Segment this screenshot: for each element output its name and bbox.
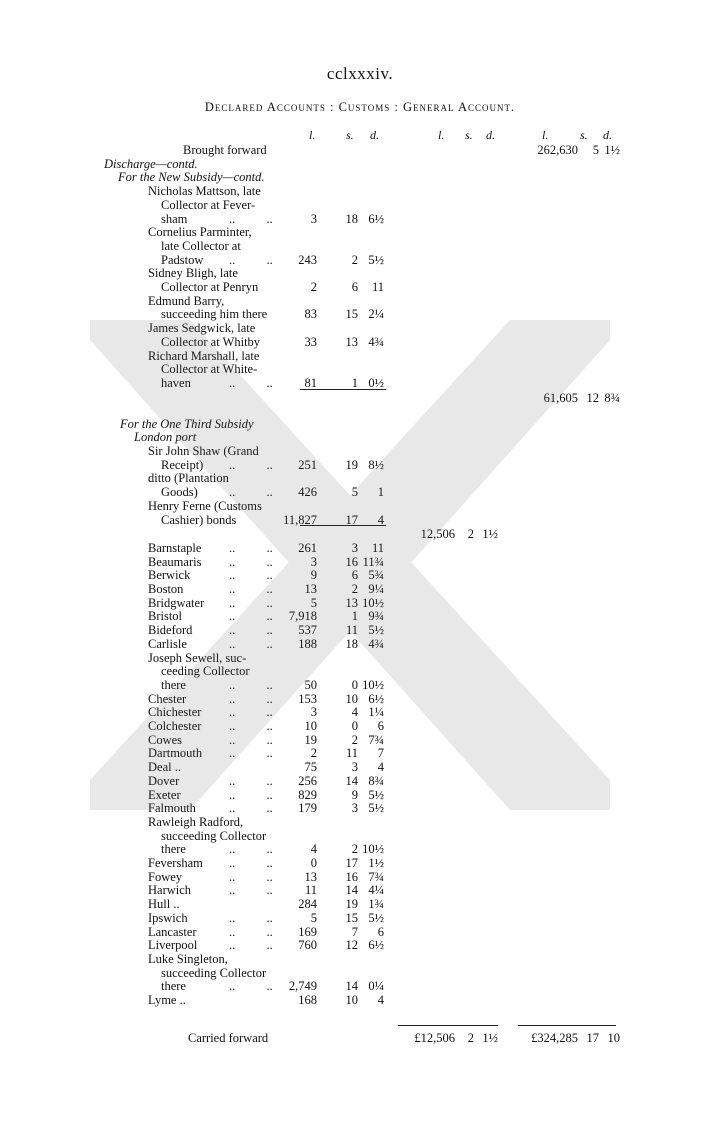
leader-dots: .. .. [229, 979, 273, 994]
entry-label: Lancaster [148, 924, 197, 939]
entry-label: succeeding him there [161, 307, 268, 322]
ledger-row [0, 321, 720, 335]
entry-amount-pounds: 11,827 [283, 512, 317, 527]
ledger-row [0, 307, 720, 321]
entry-amount-pounds: 83 [304, 307, 317, 322]
entry-amount-pence: 6½ [368, 938, 384, 953]
ledger-row [0, 966, 720, 980]
carried-forward-col3-pounds: £324,285 [531, 1030, 578, 1045]
leader-dots: .. .. [229, 924, 273, 939]
section2-total-shillings: 2 [467, 527, 474, 542]
leader-dots: .. .. [229, 719, 273, 734]
ledger-row [0, 417, 720, 431]
entry-amount-pounds: 11 [304, 883, 317, 898]
entry-amount-pence: 9¾ [368, 609, 384, 624]
ledger-row [0, 485, 720, 499]
entry-label: Goods) [161, 485, 198, 500]
section1-total-pence: 8¾ [604, 390, 620, 405]
leader-dots: .. .. [229, 568, 273, 583]
ledger-row [0, 335, 720, 349]
entry-label: Dartmouth [148, 746, 203, 761]
entry-amount-pounds: 13 [304, 869, 317, 884]
ledger-row [0, 746, 720, 760]
header-l2: l. [438, 128, 445, 142]
leader-dots: .. .. [229, 869, 273, 884]
entry-amount-pounds: 168 [298, 993, 317, 1008]
entry-amount-shillings: 3 [351, 540, 358, 555]
ledger-row [0, 225, 720, 239]
ledger-row [0, 596, 720, 610]
entry-label: Feversham [148, 856, 203, 871]
entry-amount-pence: 10½ [362, 842, 384, 857]
entry-amount-pounds: 261 [298, 540, 317, 555]
entry-label: Bideford [148, 623, 193, 638]
leader-dots: .. .. [229, 623, 273, 638]
ledger-row [0, 212, 720, 226]
entry-amount-shillings: 0 [351, 677, 358, 692]
entry-amount-pounds: 5 [310, 910, 317, 925]
entry-amount-pence: 11¾ [362, 554, 384, 569]
entry-amount-shillings: 18 [345, 636, 358, 651]
entry-label: there [161, 842, 186, 857]
ledger-row [0, 774, 720, 788]
section-subheading: For the New Subsidy—contd. [118, 170, 265, 185]
ledger-row [0, 925, 720, 939]
entry-label: Collector at Whitby [161, 334, 261, 349]
leader-dots: .. .. [229, 252, 273, 267]
entry-amount-pounds: 3 [310, 554, 317, 569]
header-s1: s. [346, 128, 354, 142]
entry-amount-pounds: 829 [298, 787, 317, 802]
ledger-row [0, 911, 720, 925]
header-s2: s. [465, 128, 473, 142]
entry-amount-pounds: 4 [310, 842, 317, 857]
entry-label: Rawleigh Radford, [148, 814, 244, 829]
entry-amount-shillings: 16 [345, 554, 358, 569]
ledger-row [0, 541, 720, 555]
entry-amount-pence: 4 [377, 512, 384, 527]
leader-dots: .. .. [229, 211, 273, 226]
carried-forward-col3-pence: 10 [607, 1030, 620, 1045]
ledger-row [0, 664, 720, 678]
ledger-row [0, 458, 720, 472]
ledger-row [0, 993, 720, 1007]
entry-amount-pounds: 5 [310, 595, 317, 610]
entry-label: Cowes [148, 732, 183, 747]
entry-label: sham [161, 211, 188, 226]
entry-amount-shillings: 2 [351, 842, 358, 857]
entry-amount-shillings: 14 [345, 979, 358, 994]
entry-amount-pence: 1 [377, 485, 384, 500]
entry-amount-pence: 4¾ [368, 636, 384, 651]
ledger-row [0, 678, 720, 692]
ledger-row [0, 527, 720, 541]
entry-amount-pounds: 13 [304, 582, 317, 597]
header-d2: d. [486, 128, 495, 142]
section-heading: Discharge—contd. [104, 156, 198, 171]
header-d1: d. [370, 128, 379, 142]
header-d3: d. [603, 128, 612, 142]
entry-amount-shillings: 7 [351, 924, 358, 939]
ledger-row [0, 294, 720, 308]
entry-label: there [161, 979, 186, 994]
entry-amount-shillings: 15 [345, 910, 358, 925]
entry-amount-shillings: 14 [345, 883, 358, 898]
entry-amount-pounds: 50 [304, 677, 317, 692]
ledger-row [0, 870, 720, 884]
leader-dots: .. .. [229, 636, 273, 651]
entry-amount-pence: 1½ [368, 856, 384, 871]
ledger-row [0, 349, 720, 363]
entry-label: Beaumaris [148, 554, 202, 569]
entry-amount-shillings: 11 [345, 746, 358, 761]
entry-amount-pounds: 3 [310, 705, 317, 720]
entry-label: ditto (Plantation [148, 471, 229, 486]
entry-label: Bridgwater [148, 595, 205, 610]
entry-label: Collector at Penryn [161, 280, 259, 294]
entry-label: haven [161, 375, 191, 390]
leader-dots: .. .. [229, 457, 273, 472]
ledger-row [0, 555, 720, 569]
leader-dots: .. .. [229, 773, 273, 788]
entry-amount-pounds: 179 [298, 801, 317, 816]
entry-amount-pounds: 426 [298, 485, 317, 500]
leader-dots: .. .. [229, 883, 273, 898]
leader-dots: .. .. [229, 938, 273, 953]
entry-label: Chester [148, 691, 187, 706]
entry-amount-shillings: 18 [345, 211, 358, 226]
entry-amount-pence: 4 [377, 993, 384, 1008]
entry-amount-pence: 1¼ [368, 705, 384, 720]
entry-amount-pence: 9¼ [368, 582, 384, 597]
entry-amount-pence: 10½ [362, 595, 384, 610]
entry-amount-shillings: 0 [351, 719, 358, 734]
entry-label: Falmouth [148, 801, 196, 816]
entry-amount-pence: 11 [371, 280, 384, 294]
entry-amount-pounds: 537 [298, 623, 317, 638]
entry-label: Cashier) bonds [161, 512, 237, 527]
total-rule-col2 [398, 1025, 498, 1026]
section2-total-pence: 1½ [482, 527, 498, 542]
ledger-row [0, 157, 720, 171]
ledger-row [0, 391, 720, 405]
ledger-row [0, 692, 720, 706]
leader-dots: .. .. [229, 677, 273, 692]
entry-amount-shillings: 11 [345, 623, 358, 638]
entry-amount-shillings: 13 [345, 334, 358, 349]
entry-amount-shillings: 14 [345, 773, 358, 788]
ledger-row [0, 430, 720, 444]
carried-forward-label: Carried forward [188, 1030, 269, 1045]
entry-label: Luke Singleton, [148, 951, 228, 966]
entry-amount-pounds: 33 [304, 334, 317, 349]
leader-dots: .. .. [229, 609, 273, 624]
entry-amount-pounds: 0 [310, 856, 317, 871]
leader-dots: .. .. [229, 705, 273, 720]
entry-label: Padstow [161, 252, 204, 267]
ledger-row [0, 143, 720, 157]
entry-amount-pence: 5½ [368, 910, 384, 925]
entry-label: Nicholas Mattson, late [148, 184, 261, 199]
subtotal-rule [300, 389, 386, 390]
entry-amount-shillings: 1 [351, 375, 358, 390]
entry-amount-shillings: 16 [345, 869, 358, 884]
section-heading: For the One Third Subsidy [120, 416, 254, 431]
entry-amount-shillings: 2 [351, 732, 358, 747]
entry-label: Hull .. [148, 897, 180, 912]
leader-dots: .. .. [229, 540, 273, 555]
ledger-row [0, 362, 720, 376]
entry-amount-pounds: 2,749 [288, 979, 317, 994]
entry-label: Dover [148, 773, 180, 788]
entry-amount-shillings: 17 [345, 512, 358, 527]
entry-amount-shillings: 9 [351, 787, 358, 802]
entry-amount-pence: 0½ [368, 375, 384, 390]
entry-amount-pence: 4¾ [368, 334, 384, 349]
header-l3: l. [542, 128, 549, 142]
entry-label: Chichester [148, 705, 202, 720]
ledger-row [0, 239, 720, 253]
entry-amount-pence: 6 [377, 924, 384, 939]
entry-amount-pence: 11 [371, 540, 384, 555]
ledger-row [0, 198, 720, 212]
entry-label: Deal .. [148, 760, 181, 775]
ledger-row [0, 760, 720, 774]
ledger-row [0, 883, 720, 897]
entry-amount-pence: 7¾ [368, 732, 384, 747]
entry-amount-pence: 6½ [368, 691, 384, 706]
entry-amount-pounds: 251 [298, 457, 317, 472]
entry-amount-pounds: 10 [304, 719, 317, 734]
entry-amount-pounds: 2 [310, 280, 317, 294]
carried-forward-col3-shillings: 17 [586, 1030, 599, 1045]
leader-dots: .. .. [229, 375, 273, 390]
entry-label: Cornelius Parminter, [148, 225, 252, 240]
entry-amount-pounds: 284 [298, 897, 317, 912]
entry-amount-shillings: 6 [351, 568, 358, 583]
entry-label: Barnstaple [148, 540, 202, 555]
leader-dots: .. .. [229, 856, 273, 871]
entry-amount-pence: 10½ [362, 677, 384, 692]
entry-amount-pence: 5¾ [368, 568, 384, 583]
entry-amount-shillings: 12 [345, 938, 358, 953]
entry-amount-pounds: 760 [298, 938, 317, 953]
entry-amount-pounds: 75 [304, 760, 317, 775]
ledger-row [0, 253, 720, 267]
entry-amount-pence: 5½ [368, 801, 384, 816]
subtotal-rule [300, 525, 386, 526]
entry-amount-pence: 4¼ [368, 883, 384, 898]
entry-label: Carlisle [148, 636, 187, 651]
entry-amount-shillings: 6 [351, 280, 358, 294]
leader-dots: .. .. [229, 554, 273, 569]
page-number: cclxxxiv. [326, 64, 394, 83]
leader-dots: .. .. [229, 787, 273, 802]
page-subtitle: Declared Accounts : Customs : General Account. [204, 100, 516, 114]
ledger-row [0, 499, 720, 513]
ledger-row [0, 582, 720, 596]
entry-label: Berwick [148, 568, 191, 583]
ledger-row [0, 637, 720, 651]
leader-dots: .. .. [229, 746, 273, 761]
section1-total-shillings: 12 [586, 390, 599, 405]
entry-amount-pounds: 169 [298, 924, 317, 939]
entry-amount-pence: 7¾ [368, 869, 384, 884]
entry-amount-shillings: 2 [351, 252, 358, 267]
entry-amount-pounds: 19 [304, 732, 317, 747]
leader-dots: .. .. [229, 485, 273, 500]
entry-label: Sidney Bligh, late [148, 266, 238, 281]
entry-amount-shillings: 10 [345, 993, 358, 1008]
entry-amount-shillings: 19 [345, 897, 358, 912]
entry-amount-pence: 1¾ [368, 897, 384, 912]
ledger-row [0, 170, 720, 184]
leader-dots: .. .. [229, 582, 273, 597]
leader-dots: .. .. [229, 842, 273, 857]
entry-amount-pence: 0¼ [368, 979, 384, 994]
entry-amount-shillings: 5 [351, 485, 358, 500]
ledger-row [0, 568, 720, 582]
ledger-row [0, 651, 720, 665]
entry-label: Edmund Barry, [148, 293, 225, 308]
ledger-row [0, 184, 720, 198]
entry-label: Bristol [148, 609, 183, 624]
total-rule-col3 [518, 1025, 616, 1026]
header-s3: s. [580, 128, 588, 142]
entry-amount-shillings: 3 [351, 801, 358, 816]
leader-dots: .. .. [229, 801, 273, 816]
brought-forward-label: Brought forward [183, 143, 267, 157]
ledger-row [0, 705, 720, 719]
entry-label: ceeding Collector [161, 664, 250, 679]
leader-dots: .. .. [229, 910, 273, 925]
ledger-row [0, 444, 720, 458]
entry-amount-pounds: 81 [304, 375, 317, 390]
entry-amount-pence: 4 [377, 760, 384, 775]
entry-amount-pence: 8½ [368, 457, 384, 472]
entry-amount-pounds: 188 [298, 636, 317, 651]
entry-label: Lyme .. [148, 993, 186, 1008]
entry-amount-shillings: 1 [351, 609, 358, 624]
leader-dots: .. .. [229, 691, 273, 706]
ledger-row [0, 788, 720, 802]
entry-label: Boston [148, 582, 184, 597]
entry-label: succeeding Collector [161, 828, 267, 843]
entry-label: late Collector at [161, 238, 241, 253]
entry-amount-shillings: 15 [345, 307, 358, 322]
entry-amount-shillings: 13 [345, 595, 358, 610]
entry-amount-pence: 8¾ [368, 773, 384, 788]
entry-amount-pence: 2¼ [368, 307, 384, 322]
entry-amount-shillings: 2 [351, 582, 358, 597]
entry-label: there [161, 677, 186, 692]
entry-amount-pence: 6½ [368, 211, 384, 226]
entry-label: Ipswich [148, 910, 188, 925]
section1-total-pounds: 61,605 [543, 390, 578, 405]
entry-label: Richard Marshall, late [148, 348, 260, 363]
carried-forward-col2-shillings: 2 [467, 1030, 474, 1045]
brought-forward-pounds: 262,630 [537, 143, 578, 157]
ledger-row [0, 623, 720, 637]
entry-label: Henry Ferne (Customs [148, 498, 262, 513]
ledger-row [0, 842, 720, 856]
entry-label: succeeding Collector [161, 965, 267, 980]
entry-amount-pounds: 9 [310, 568, 317, 583]
ledger-row [0, 952, 720, 966]
section2-total-pounds: 12,506 [420, 527, 455, 542]
carried-forward-col2-pence: 1½ [482, 1030, 498, 1045]
ledger-row [0, 815, 720, 829]
ledger-row [0, 733, 720, 747]
ledger-row [0, 1031, 720, 1045]
entry-amount-shillings: 17 [345, 856, 358, 871]
brought-forward-pence: 1½ [604, 143, 620, 157]
leader-dots: .. .. [229, 595, 273, 610]
entry-label: Fowey [148, 869, 183, 884]
ledger-row [0, 856, 720, 870]
entry-amount-pounds: 3 [310, 211, 317, 226]
entry-amount-pounds: 243 [298, 252, 317, 267]
ledger-row [0, 979, 720, 993]
entry-label: Exeter [148, 787, 181, 802]
leader-dots: .. .. [229, 732, 273, 747]
ledger-row [0, 801, 720, 815]
entry-label: Harwich [148, 883, 192, 898]
entry-amount-pounds: 7,918 [288, 609, 317, 624]
entry-label: Colchester [148, 719, 202, 734]
entry-amount-pence: 5½ [368, 252, 384, 267]
entry-amount-shillings: 10 [345, 691, 358, 706]
brought-forward-shillings: 5 [592, 143, 599, 157]
entry-amount-pence: 7 [377, 746, 384, 761]
entry-amount-pence: 6 [377, 719, 384, 734]
entry-label: Receipt) [161, 457, 204, 472]
entry-label: Liverpool [148, 938, 198, 953]
entry-label: Sir John Shaw (Grand [148, 444, 259, 459]
entry-amount-shillings: 3 [351, 760, 358, 775]
entry-amount-pounds: 153 [298, 691, 317, 706]
ledger-row [0, 471, 720, 485]
ledger-row [0, 897, 720, 911]
entry-label: Collector at White- [161, 362, 258, 377]
entry-amount-pounds: 2 [310, 746, 317, 761]
ledger-row [0, 829, 720, 843]
entry-amount-pence: 5½ [368, 623, 384, 638]
entry-label: James Sedgwick, late [148, 321, 256, 336]
entry-label: Joseph Sewell, suc- [148, 650, 247, 665]
entry-amount-pence: 5½ [368, 787, 384, 802]
ledger-row [0, 609, 720, 623]
ledger-row [0, 266, 720, 280]
ledger-row [0, 280, 720, 294]
carried-forward-col2-pounds: £12,506 [414, 1030, 455, 1045]
section-subheading: London port [134, 430, 197, 445]
entry-label: Collector at Fever- [161, 197, 256, 212]
entry-amount-pounds: 256 [298, 773, 317, 788]
entry-amount-shillings: 19 [345, 457, 358, 472]
header-l1: l. [309, 128, 316, 142]
ledger-row [0, 719, 720, 733]
entry-amount-shillings: 4 [351, 705, 358, 720]
ledger-row [0, 938, 720, 952]
